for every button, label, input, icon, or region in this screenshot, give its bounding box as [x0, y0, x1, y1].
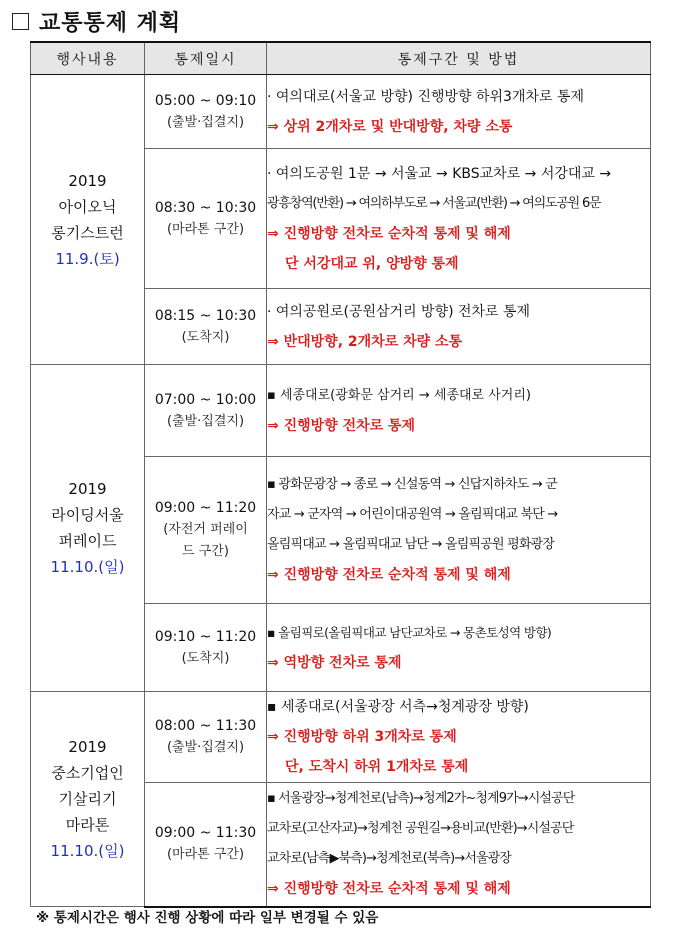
route-text: · 여의도공원 1문 → 서울교 → KBS교차로 → 서강대교 →: [267, 165, 612, 182]
header-time: 통제일시: [145, 42, 267, 75]
route-text: 교차로(남측▶북측)→청계천로(북측)→서울광장: [267, 851, 511, 867]
header-event: 행사내용: [31, 42, 145, 75]
route-text: ▪ 세종대로(서울광장 서측→청계광장 방향): [267, 699, 529, 715]
time-range: 09:10 ~ 11:20: [154, 628, 257, 645]
time-label: (마라톤 구간): [166, 847, 245, 863]
event-name-line: 중소기업인: [51, 764, 124, 782]
table-row: [31, 692, 651, 783]
time-cell: [145, 692, 267, 783]
header-row: [31, 42, 651, 75]
control-action: 단, 도착시 하위 1개차로 통제: [285, 759, 469, 775]
event-name-line: 퍼레이드: [58, 532, 117, 550]
time-cell: [145, 149, 267, 289]
control-action: ⇒ 진행방향 전차로 순차적 통제 및 해제: [267, 881, 511, 898]
event-name-line: 2019: [68, 738, 107, 756]
section-cell: [267, 75, 651, 149]
route-text: · 여의공원로(공원삼거리 방향) 전차로 통제: [267, 303, 531, 320]
control-action: ⇒ 반대방향, 2개차로 차량 소통: [267, 333, 463, 350]
table-row: [31, 75, 651, 149]
route-text: · 여의대로(서울교 방향) 진행방향 하위3개차로 통제: [267, 88, 585, 105]
control-action: ⇒ 진행방향 하위 3개차로 통제: [267, 729, 457, 745]
section-cell: [267, 604, 651, 692]
control-action: ⇒ 진행방향 전차로 통제: [267, 417, 416, 434]
section-cell: [267, 365, 651, 457]
route-text: ▪ 세종대로(광화문 삼거리 → 세종대로 사거리): [267, 387, 531, 403]
time-range: 09:00 ~ 11:30: [154, 825, 257, 842]
event-name-line: 아이오닉: [58, 197, 117, 216]
route-text: 교차로(고산자교)→청계천 공원길→용비교(반환)→시설공단: [267, 821, 574, 837]
section-cell: [267, 783, 651, 907]
time-cell: [145, 75, 267, 149]
time-label: (도착지): [181, 650, 230, 666]
time-cell: [145, 604, 267, 692]
route-text: ▪ 올림픽로(올림픽대교 남단교차로 → 몽촌토성역 방향): [267, 624, 552, 640]
event-cell: [31, 75, 145, 365]
section-cell: [267, 457, 651, 604]
time-cell: [145, 457, 267, 604]
traffic-control-table: [30, 41, 651, 908]
route-text: 광흥창역(반환) → 여의하부도로 → 서울교(반환) → 여의도공원 6문: [267, 195, 601, 211]
time-label: (출발·집결지): [166, 114, 245, 130]
section-cell: [267, 692, 651, 783]
event-name-line: 2019: [68, 171, 107, 190]
control-action: ⇒ 역방향 전차로 통제: [267, 654, 402, 671]
event-cell: [31, 692, 145, 907]
table-row: [31, 365, 651, 457]
event-date: 11.10.(일): [50, 558, 125, 576]
control-action: ⇒ 진행방향 전차로 순차적 통제 및 해제: [267, 225, 511, 242]
control-action: ⇒ 진행방향 전차로 순차적 통제 및 해제: [267, 567, 511, 583]
time-range: 09:00 ~ 11:20: [154, 500, 257, 516]
route-text: ▪ 광화문광장 → 종로 → 신설동역 → 신답지하차도 → 군: [267, 477, 558, 492]
time-label: (자전거 퍼레이드 구간): [163, 522, 248, 559]
event-date: 11.9.(토): [55, 249, 120, 268]
time-cell: [145, 783, 267, 907]
time-label: (출발·집결지): [166, 740, 245, 755]
time-range: 07:00 ~ 10:00: [154, 391, 257, 408]
control-action: ⇒ 상위 2개차로 및 반대방향, 차량 소통: [267, 118, 513, 135]
event-name-line: 롱기스트런: [51, 223, 124, 242]
control-action: 단 서강대교 위, 양방향 통제: [285, 255, 459, 272]
time-range: 05:00 ~ 09:10: [154, 92, 257, 109]
title-text: 교통통제 계획: [39, 10, 182, 36]
event-name-line: 라이딩서울: [51, 506, 124, 524]
page-title: [12, 4, 181, 38]
time-label: (출발·집결지): [166, 413, 245, 429]
checkbox-square-icon: [12, 13, 29, 30]
route-text: 올림픽대교 → 올림픽대교 남단 → 올림픽공원 평화광장: [267, 537, 555, 552]
time-cell: [145, 365, 267, 457]
header-section: 통제구간 및 방법: [267, 42, 651, 75]
event-name-line: 기살리기: [58, 790, 117, 808]
time-label: (도착지): [181, 329, 230, 345]
time-range: 08:15 ~ 10:30: [154, 307, 257, 324]
event-cell: [31, 365, 145, 692]
event-name-line: 2019: [68, 480, 107, 498]
time-range: 08:00 ~ 11:30: [154, 718, 257, 734]
time-range: 08:30 ~ 10:30: [154, 199, 257, 216]
event-name-line: 마라톤: [65, 816, 110, 834]
section-cell: [267, 149, 651, 289]
time-label: (마라톤 구간): [166, 221, 245, 237]
footnote: ※ 통제시간은 행사 진행 상황에 따라 일부 변경될 수 있음: [36, 910, 379, 926]
section-cell: [267, 289, 651, 365]
time-cell: [145, 289, 267, 365]
route-text: 자교 → 군자역 → 어린이대공원역 → 올림픽대교 북단 →: [267, 507, 558, 522]
route-text: ▪ 서울광장→청계천로(남측)→청계2가~청계9가→시설공단: [267, 791, 575, 807]
event-date: 11.10.(일): [50, 842, 125, 860]
